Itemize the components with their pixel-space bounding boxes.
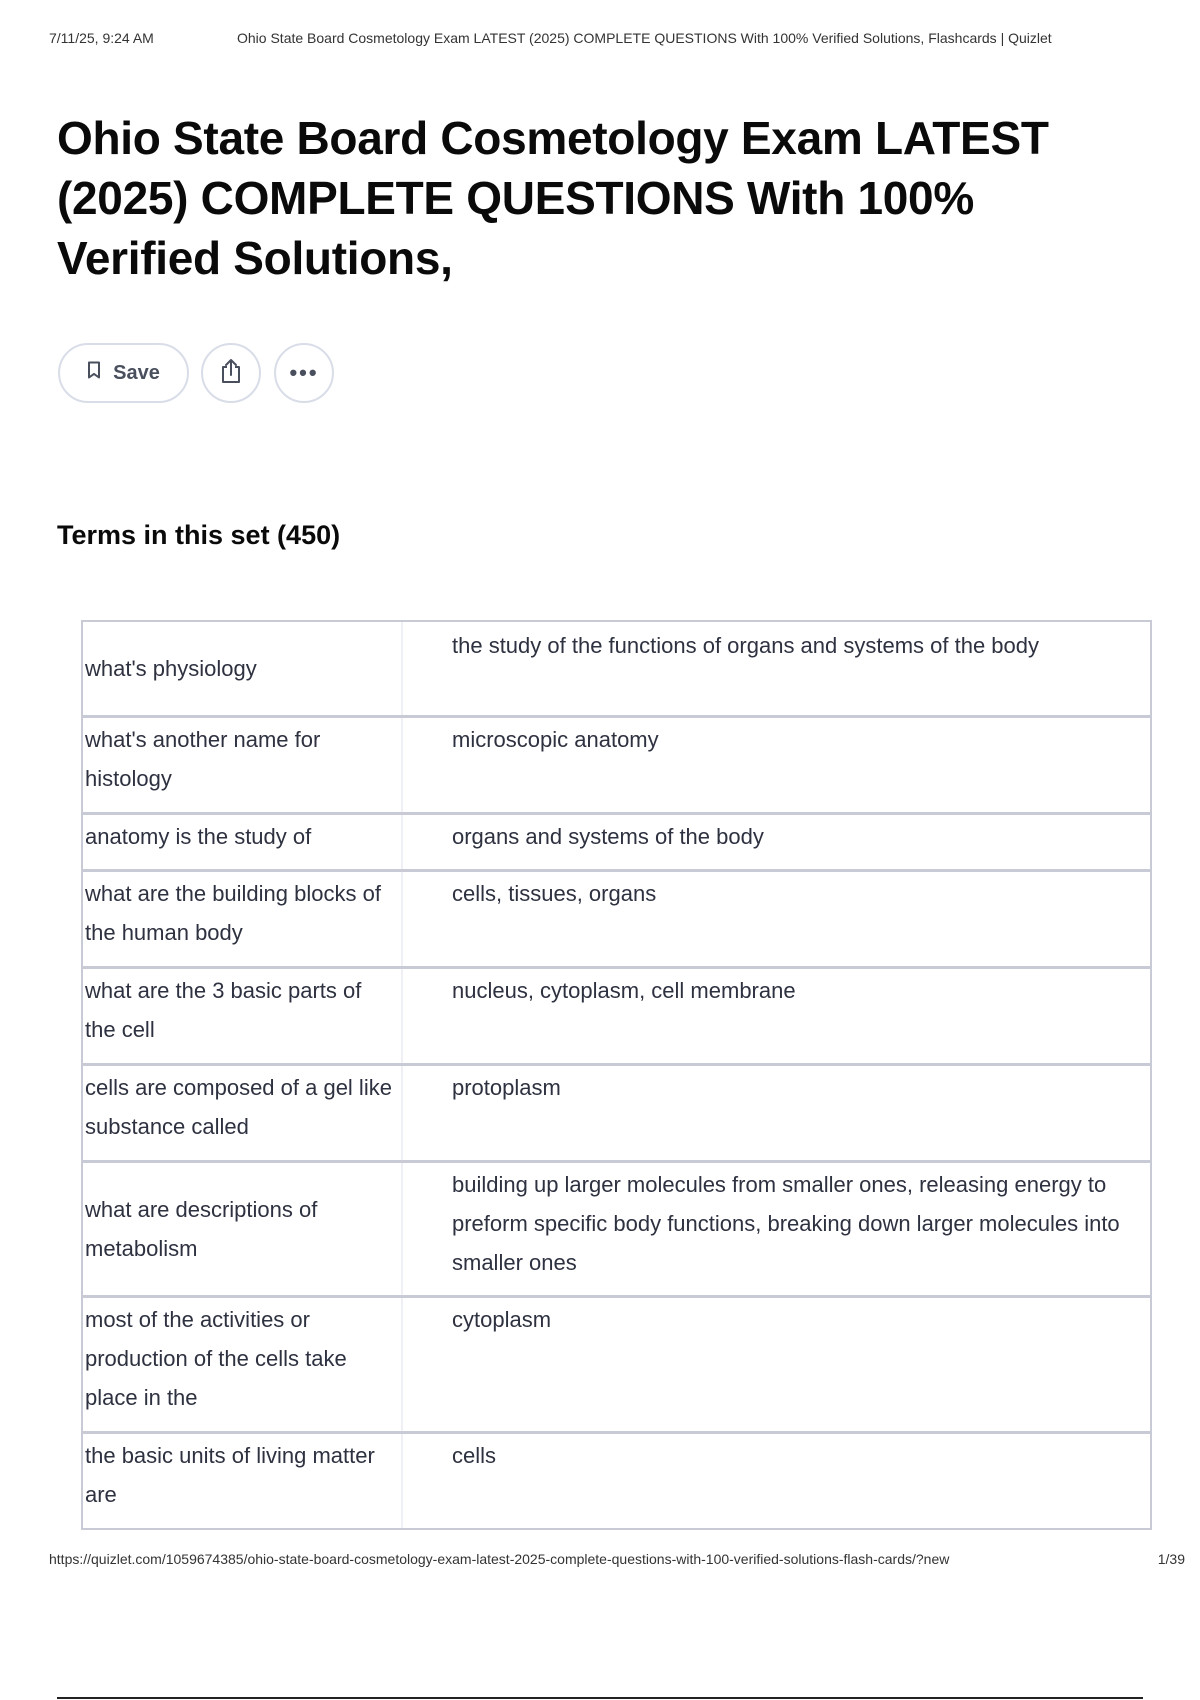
term-row[interactable] xyxy=(83,1163,1150,1298)
divider xyxy=(57,1697,1143,1699)
term-row[interactable] xyxy=(83,1066,1150,1163)
definition-text: the study of the functions of organs and systems of the body xyxy=(452,633,1040,658)
term-text: the basic units of living matter are xyxy=(83,1434,403,1528)
term-text: what's physiology xyxy=(83,622,403,715)
term-row[interactable] xyxy=(83,872,1150,969)
term-text: what are the building blocks of the human body xyxy=(83,872,403,966)
term-text: anatomy is the study of xyxy=(83,815,403,869)
definition-text: cells, tissues, organs xyxy=(452,881,657,906)
term-row[interactable] xyxy=(83,1434,1150,1528)
term-text: what are descriptions of metabolism xyxy=(83,1163,403,1295)
more-icon: ••• xyxy=(289,360,319,385)
term-text: cells are composed of a gel like substance called xyxy=(83,1066,403,1160)
term-row[interactable] xyxy=(83,1298,1150,1434)
definition-text: nucleus, cytoplasm, cell membrane xyxy=(452,978,796,1003)
definition-text: cytoplasm xyxy=(452,1307,552,1332)
page-title: Ohio State Board Cosmetology Exam LATEST (2025) COMPLETE QUESTIONS With 100% Verified Solutions, xyxy=(57,112,1049,284)
terms-heading: Terms in this set (450) xyxy=(57,520,341,550)
share-icon xyxy=(219,358,243,389)
more-options-button[interactable] xyxy=(274,343,334,403)
print-date: 7/11/25, 9:24 AM xyxy=(49,30,154,46)
terms-table xyxy=(81,620,1152,1530)
definition-text: protoplasm xyxy=(452,1075,561,1100)
print-page-title: Ohio State Board Cosmetology Exam LATEST (2025) COMPLETE QUESTIONS With 100% Verified Solutions, Flashcards | Quizlet xyxy=(237,30,1052,46)
page-number: 1/39 xyxy=(1157,1551,1185,1567)
save-button-label: Save xyxy=(113,361,160,384)
print-header xyxy=(49,30,1178,50)
definition-text: microscopic anatomy xyxy=(452,727,659,752)
definition-text: cells xyxy=(452,1443,497,1468)
share-button[interactable] xyxy=(201,343,261,403)
term-row[interactable] xyxy=(83,815,1150,872)
term-text: most of the activities or production of the cells take place in the xyxy=(83,1298,403,1431)
definition-text: building up larger molecules from smaller ones, releasing energy to preform specific body functions, breaking down larger molecules into smaller ones xyxy=(452,1172,1120,1275)
term-text: what's another name for histology xyxy=(83,718,403,812)
term-row[interactable] xyxy=(83,622,1150,718)
term-text: what are the 3 basic parts of the cell xyxy=(83,969,403,1063)
save-button[interactable] xyxy=(58,343,189,403)
print-url: https://quizlet.com/1059674385/ohio-state-board-cosmetology-exam-latest-2025-complete-questions-with-100-verified-solutions-flash-cards/?new xyxy=(49,1551,950,1567)
definition-text: organs and systems of the body xyxy=(452,824,764,849)
term-row[interactable] xyxy=(83,718,1150,815)
bookmark-icon xyxy=(87,361,101,385)
term-row[interactable] xyxy=(83,969,1150,1066)
